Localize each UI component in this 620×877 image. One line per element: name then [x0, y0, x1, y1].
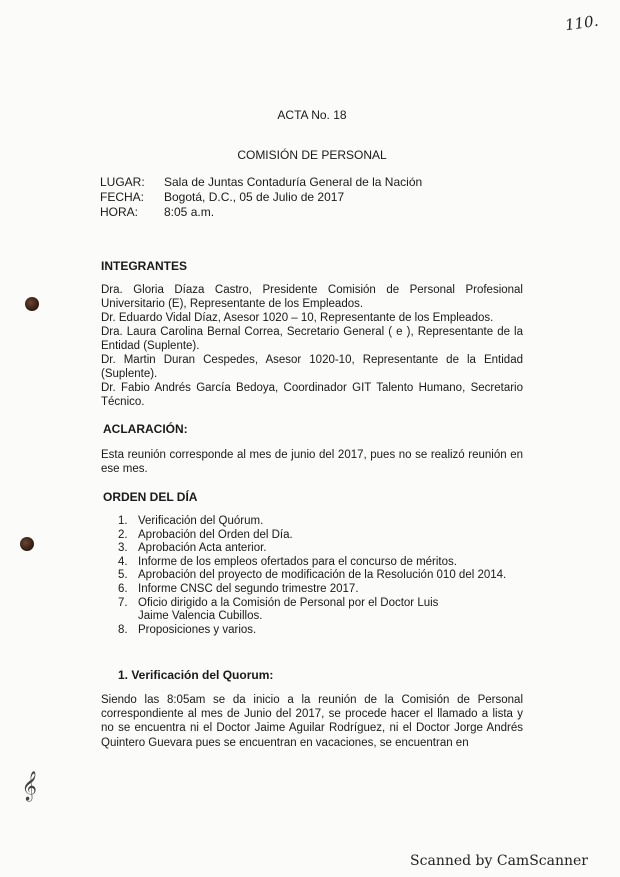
agenda-text: Aprobación Acta anterior. [138, 542, 267, 555]
meta-value: Bogotá, D.C., 05 de Julio de 2017 [164, 190, 345, 204]
agenda-number: 1. [118, 515, 128, 527]
section-1-text: Siendo las 8:05am se da inicio a la reunión de la Comisión de Personal correspondiente al mes de Junio del 2017, se procede hacer el llamado a lista y no se encuentra ni el Doctor Jaime Aguilar Rodríguez, ni el Doctor Jorge Andrés Quintero Guevara pues se encuentran en vacaciones, se encuentran en [101, 694, 523, 749]
document-title: ACTA No. 18 [277, 108, 347, 122]
orden-heading: ORDEN DEL DÍA [103, 490, 198, 504]
aclaracion-heading: ACLARACIÓN: [103, 422, 188, 436]
agenda-number: 7. [118, 596, 128, 609]
treble-clef-mark-icon: 𝄞 [20, 769, 40, 801]
meeting-meta [100, 175, 422, 220]
member-line: Dr. Eduardo Vidal Díaz, Asesor 1020 – 10, Representante de los Empleados. [101, 312, 494, 324]
section-1-heading: 1. Verificación del Quorum: [118, 668, 274, 682]
member-line: Dra. Gloria Díaza Castro, Presidente Comisión de Personal Profesional Universitario (E), Representante de los Empleados. [101, 284, 523, 310]
agenda-number: 6. [118, 582, 128, 595]
agenda-number: 4. [118, 555, 128, 568]
member-line: Dr. Fabio Andrés García Bedoya, Coordinador GIT Talento Humano, Secretario Técnico. [101, 382, 523, 408]
handwritten-page-number: 110. [563, 11, 600, 35]
agenda-item [118, 569, 538, 583]
agenda-text: Oficio dirigido a la Comisión de Personal por el Doctor Luis Jaime Valencia Cubillos. [138, 596, 439, 623]
agenda-item [118, 556, 538, 570]
agenda-text: Proposiciones y varios. [138, 623, 257, 636]
agenda-number: 2. [118, 528, 128, 541]
agenda-item [118, 597, 538, 624]
agenda-item [118, 624, 538, 638]
agenda-text: Aprobación del proyecto de modificación de la Resolución 010 del 2014. [138, 569, 507, 582]
agenda-text: Aprobación del Orden del Día. [138, 528, 293, 541]
punch-hole-top [25, 297, 39, 311]
integrantes-heading: INTEGRANTES [101, 259, 188, 273]
meta-row-place [100, 175, 422, 190]
agenda-item [118, 515, 538, 529]
aclaracion-text: Esta reunión corresponde al mes de junio del 2017, pues no se realizó reunión en ese mes. [101, 449, 523, 475]
integrantes-list [101, 283, 523, 409]
member-line: Dra. Laura Carolina Bernal Correa, Secretario General ( e ), Representante de la Entidad (Suplente). [101, 326, 523, 352]
meta-value: Sala de Juntas Contaduría General de la Nación [164, 175, 423, 189]
agenda-item [118, 542, 538, 556]
agenda-text: Informe de los empleos ofertados para el concurso de méritos. [138, 555, 457, 568]
meta-row-time [100, 205, 422, 220]
agenda-number: 5. [118, 569, 128, 582]
document-subtitle: COMISIÓN DE PERSONAL [237, 148, 387, 162]
punch-hole-bottom [20, 537, 34, 551]
agenda-number: 8. [118, 623, 128, 636]
agenda-list [118, 515, 538, 637]
agenda-item [118, 529, 538, 543]
meta-label: HORA: [100, 205, 139, 219]
agenda-text: Verificación del Quórum. [138, 515, 264, 527]
agenda-number: 3. [118, 542, 128, 555]
agenda-text: Informe CNSC del segundo trimestre 2017. [138, 582, 359, 595]
meta-value: 8:05 a.m. [164, 205, 215, 219]
agenda-item [118, 583, 538, 597]
member-line: Dr. Martin Duran Cespedes, Asesor 1020-10, Representante de la Entidad (Suplente). [101, 354, 523, 380]
meta-label: FECHA: [100, 190, 145, 204]
meta-label: LUGAR: [100, 175, 145, 189]
meta-row-date [100, 190, 422, 205]
scanner-watermark: Scanned by CamScanner [410, 853, 588, 869]
